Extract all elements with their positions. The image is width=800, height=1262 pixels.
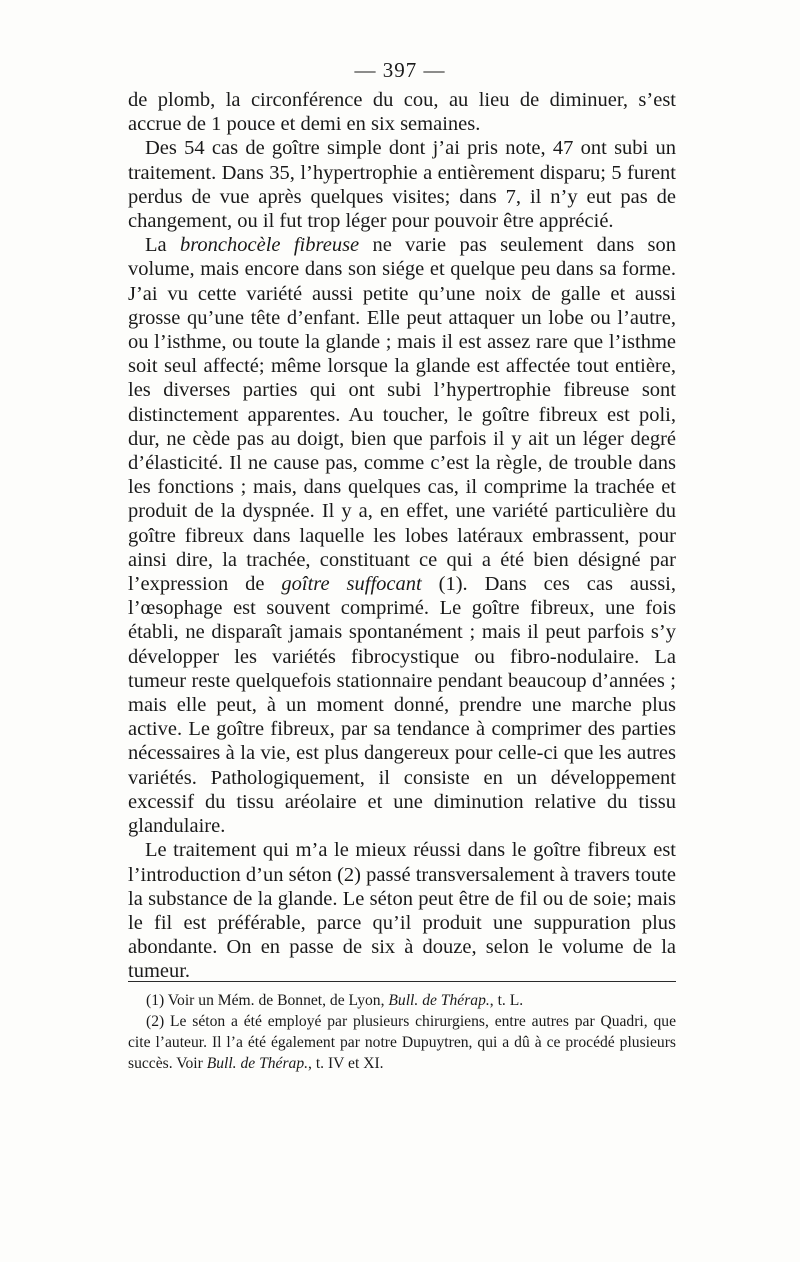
text-segment: (1). Dans ces cas aussi, l’œsophage est souvent comprimé. Le goître fibreux, une fois établi, ne disparaît jamais spontanément ; mais il peut parfois s’y développer les variétés fibrocystique ou fibro-nodulaire. La tumeur reste quelquefois stationnaire pendant beaucoup d’années ; mais elle peut, à un moment donné, prendre une marche plus active. Le goître fibreux, par sa tendance à comprimer des parties nécessaires à la vie, est plus dangereux pour celle-ci que les autres variétés. Pathologiquement, il consiste en un développement excessif du tissu aréolaire et une diminution relative du tissu glandulaire. (128, 573, 677, 838)
text-segment: Le traitement qui m’a le mieux réussi dans le goître fibreux est l’introduction d’un séton (2) passé transversalement à travers toute la substance de la glande. Le séton peut être de fil ou de soie; mais le fil est préférable, parce qu’il produit une suppuration plus abondante. On en passe de six à douze, selon le volume de la tumeur. (128, 839, 676, 983)
footnote-italic: Bull. de Thérap. (206, 1055, 309, 1072)
footnote-text: , t. IV et XI. (308, 1055, 384, 1072)
text-segment: ne varie pas seulement dans son volume, mais encore dans son siége et quelque peu dans sa forme. J’ai vu cette variété aussi petite qu’une noix de galle et aussi grosse qu’une tête d’enfant. Elle peut attaquer un lobe ou l’autre, ou l’isthme, ou toute la glande ; mais il est assez rare que l’isthme soit seul affecté; même lorsque la glande est affectée tout entière, les diverses parties qui ont subi l’hypertrophie fibreuse sont distinctement apparentes. Au toucher, le goître fibreux est poli, dur, ne cède pas au doigt, bien que parfois il y ait un léger degré d’élasticité. Il ne cause pas, comme c’est la règle, de trouble dans les fonctions ; mais, dans quelques cas, il comprime la trachée et produit de la dyspnée. Il y a, en effet, une variété particulière du goître fibreux dans laquelle les lobes latéraux embrassent, pour ainsi dire, la trachée, constituant ce qui a été bien désigné par l’expression de (128, 234, 677, 596)
paragraph (128, 838, 676, 983)
footnote-text: (1) Voir un Mém. de Bonnet, de Lyon, (146, 992, 389, 1009)
footnote-text: , t. L. (489, 992, 524, 1009)
paragraph (128, 136, 676, 233)
text-segment: Des 54 cas de goître simple dont j’ai pris note, 47 ont subi un traitement. Dans 35, l’hypertrophie a entièrement disparu; 5 furent perdus de vue après quelques visites; dans 7, il n’y eut pas de changement, ou il fut trop léger pour pouvoir être apprécié. (128, 137, 676, 233)
footnote (128, 990, 676, 1011)
footnote-divider (128, 981, 676, 982)
text-segment: La (145, 234, 180, 257)
footnote (128, 1011, 676, 1074)
footnotes (128, 990, 676, 1074)
main-text (128, 88, 676, 984)
paragraph (128, 88, 676, 136)
paragraph (128, 233, 676, 838)
footnote-text: (2) Le séton a été employé par plusieurs chirurgiens, entre autres par Quadri, que cite l’auteur. Il l’a été également par notre Dupuytren, qui a dû à ce procédé plusieurs succès. Voir (128, 1013, 676, 1072)
italic-term: goître suffocant (281, 573, 422, 596)
page-number: — 397 — (354, 58, 446, 82)
text-segment: de plomb, la circonférence du cou, au lieu de diminuer, s’est accrue de 1 pouce et demi en six semaines. (128, 89, 676, 136)
footnote-italic: Bull. de Thérap. (388, 992, 490, 1009)
italic-term: bronchocèle fibreuse (179, 234, 360, 257)
